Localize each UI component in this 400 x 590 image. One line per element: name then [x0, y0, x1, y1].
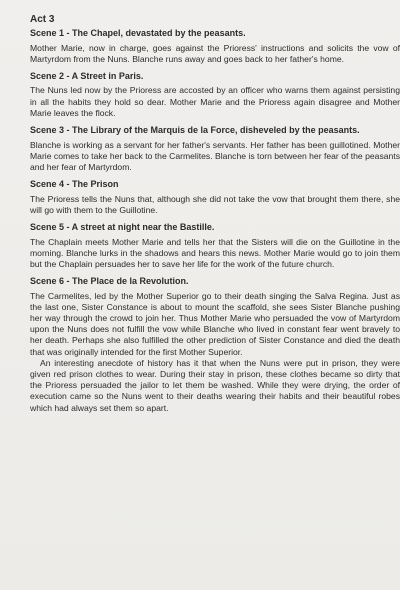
scene-title: Scene 2 - A Street in Paris. — [30, 70, 144, 81]
scene-title: Scene 3 - The Library of the Marquis de la Force, disheveled by the peasants. — [30, 125, 360, 136]
scene-2 — [30, 71, 400, 119]
scene-synopsis: The Prioress tells the Nuns that, although she did not take the vow that brought them there, she will go with them to the Guillotine. — [30, 193, 400, 215]
scene-6 — [30, 276, 400, 414]
scene-title: Scene 5 - A street at night near the Bastille. — [30, 222, 215, 233]
history-anecdote: An interesting anecdote of history has it that when the Nuns were put in prison, they were given red prison clothes to wear. During their stay in prison, these clothes became so dirty that the Prioress persuaded the jailor to let them be washed. While they were drying, the order of execution came so the Nuns went to their deaths wearing their habits and their beautiful robes which had always set them so apart. — [30, 357, 400, 413]
scene-synopsis: Mother Marie, now in charge, goes against the Prioress' instructions and solicits the vow of Martyrdom from the Nuns. Blanche runs away and goes back to her father's home. — [30, 42, 400, 64]
scene-title: Scene 6 - The Place de la Revolution. — [30, 276, 189, 287]
scene-title: Scene 1 - The Chapel, devastated by the peasants. — [30, 28, 246, 38]
act-heading: Act 3 — [30, 14, 55, 25]
scene-3 — [30, 125, 400, 173]
scene-5 — [30, 222, 400, 270]
scene-synopsis: Blanche is working as a servant for her father's servants. Her father has been guillotined. Mother Marie comes to take her back to the Carmelites. Blanche is torn between her fear of the peasants and her fear of Martyrdom. — [30, 139, 400, 172]
scene-1 — [30, 28, 400, 65]
scene-synopsis: The Nuns led now by the Prioress are accosted by an officer who warns them against persisting in all the habits they hold so dear. Mother Marie and the Prioress again disagree and Mother Marie leaves the flock. — [30, 85, 400, 118]
scene-title: Scene 4 - The Prison — [30, 179, 119, 190]
scene-synopsis: The Chaplain meets Mother Marie and tells her that the Sisters will die on the Guillotine in the morning. Blanche lurks in the shadows and hears this news. Mother Marie would go to join them but the Chaplain persuades her to save her life for the work of the future church. — [30, 236, 400, 269]
scene-synopsis: The Carmelites, led by the Mother Superior go to their death singing the Salva Regina. Just as the last one, Sister Constance is about to mount the scaffold, she sees Sister Blanche pushing her way through the crowd to join her. Thus Mother Marie who persuaded the vow of Martyrdom upon the Nuns does not fulfill the vow while Blanche who lived in constant fear went bravely to her death. Perhaps she also fulfilled the other prediction of Sister Constance and died the death that was originally intended for the first Mother Superior. — [30, 290, 400, 357]
scene-4 — [30, 179, 400, 216]
